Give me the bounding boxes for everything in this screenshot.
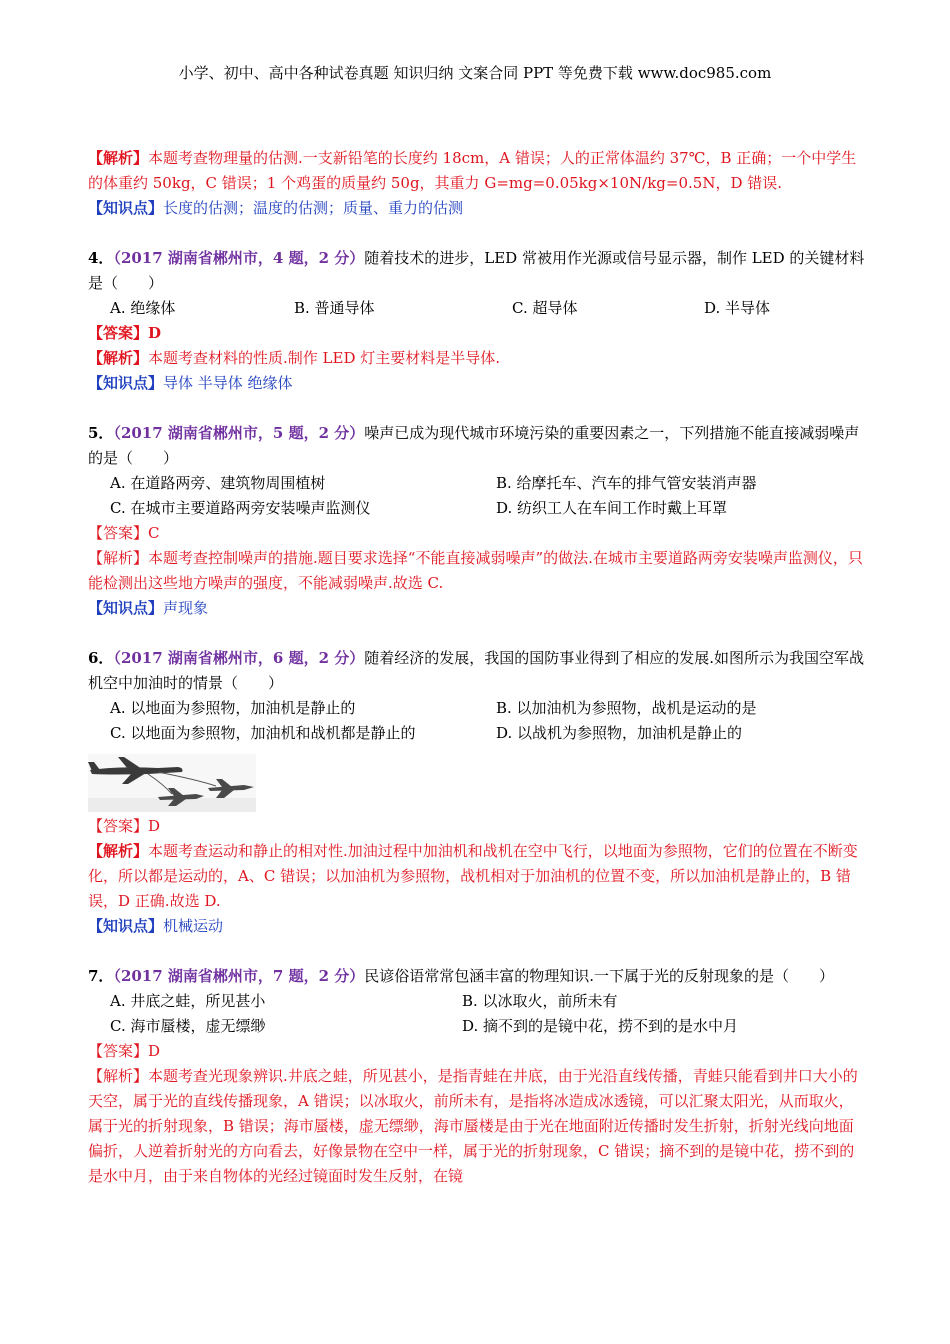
- refueling-aircraft-image: [88, 754, 256, 812]
- q4-option-d: D. 半导体: [704, 299, 771, 317]
- q5-option-c: C. 在城市主要道路两旁安装噪声监测仪: [110, 499, 371, 517]
- answer-label: 【答案】: [88, 524, 149, 542]
- q3-analysis-text: 本题考查物理量的估测.一支新铅笔的长度约 18cm，A 错误；人的正常体温约 37℃，B 正确；一个中学生的体重约 50kg，C 错误；1 个鸡蛋的质量约 50g，其重力 G=mg=0.05kg×10N/kg=0.5N，D 错误.: [88, 149, 857, 192]
- q7-option-b: B. 以冰取火，前所未有: [462, 992, 618, 1010]
- q4-knowledge: [88, 371, 868, 396]
- q7-options-row2: [88, 1014, 868, 1039]
- analysis-label: 【解析】: [88, 1067, 149, 1085]
- q6-stem: [88, 646, 868, 696]
- q4-options: [88, 296, 868, 321]
- q5-option-d: D. 纺织工人在车间工作时戴上耳罩: [496, 499, 728, 517]
- q5-options-row1: [88, 471, 868, 496]
- answer-label: 【答案】: [88, 1042, 149, 1060]
- q4-number: 4．: [88, 249, 114, 267]
- q5-options-row2: [88, 496, 868, 521]
- q4-source: （2017 湖南省郴州市，4 题，2 分）: [113, 249, 365, 267]
- q7-analysis: [88, 1064, 868, 1189]
- page-header: 小学、初中、高中各种试卷真题 知识归纳 文案合同 PPT 等免费下载 www.doc985.com: [178, 64, 772, 82]
- q5-knowledge: [88, 596, 868, 621]
- q5-answer: [88, 521, 868, 546]
- answer-label: 【答案】: [88, 817, 149, 835]
- q5-source: （2017 湖南省郴州市，5 题，2 分）: [113, 424, 365, 442]
- q7-source: （2017 湖南省郴州市，7 题，2 分）: [113, 967, 365, 985]
- q6-analysis: [88, 839, 868, 914]
- q4-answer-value: D: [148, 324, 162, 342]
- q6-knowledge: [88, 914, 868, 939]
- q5-number: 5．: [88, 424, 114, 442]
- q5-analysis: [88, 546, 868, 596]
- q4-option-b: B. 普通导体: [294, 299, 375, 317]
- analysis-label: 【解析】: [88, 349, 149, 367]
- q7-stem: [88, 964, 868, 989]
- q7-stem-text: 民谚俗语常常包涵丰富的物理知识.一下属于光的反射现象的是（ ）: [364, 967, 835, 985]
- q4-analysis-text: 本题考查材料的性质.制作 LED 灯主要材料是半导体.: [148, 349, 501, 367]
- q6-answer-value: D: [148, 817, 161, 835]
- q7-option-c: C. 海市蜃楼，虚无缥缈: [110, 1017, 266, 1035]
- answer-label: 【答案】: [88, 324, 149, 342]
- q7-number: 7．: [88, 967, 114, 985]
- q7-option-a: A. 井底之蛙，所见甚小: [110, 992, 266, 1010]
- q3-knowledge: [88, 196, 868, 221]
- knowledge-label: 【知识点】: [88, 374, 164, 392]
- q6-source: （2017 湖南省郴州市，6 题，2 分）: [113, 649, 365, 667]
- q7-option-d: D. 摘不到的是镜中花，捞不到的是水中月: [462, 1017, 739, 1035]
- q6-knowledge-text: 机械运动: [163, 917, 224, 935]
- q3-knowledge-text: 长度的估测；温度的估测；质量、重力的估测: [163, 199, 464, 217]
- q7-answer: [88, 1039, 868, 1064]
- q6-options-row1: [88, 696, 868, 721]
- q6-option-a: A. 以地面为参照物，加油机是静止的: [110, 699, 356, 717]
- q7-answer-value: D: [148, 1042, 161, 1060]
- q7-analysis-text: 本题考查光现象辨识.井底之蛙，所见甚小，是指青蛙在井底，由于光沿直线传播，青蛙只能看到井口大小的天空，属于光的直线传播现象，A 错误；以冰取火，前所未有，是指将冰造成冰透镜，可以汇聚太阳光，从而取火，属于光的折射现象，B 错误；海市蜃楼，虚无缥缈，海市蜃楼是由于光在地面附近传播时发生折射，折射光线向地面偏折，人逆着折射光的方向看去，好像景物在空中一样，属于光的折射现象，C 错误；摘不到的是镜中花，捞不到的是水中月，由于来自物体的光经过镜面时发生反射，在镜: [88, 1067, 858, 1185]
- analysis-label: 【解析】: [88, 842, 149, 860]
- q5-option-a: A. 在道路两旁、建筑物周围植树: [110, 474, 326, 492]
- q6-number: 6．: [88, 649, 114, 667]
- analysis-label: 【解析】: [88, 549, 149, 567]
- q6-stem-text: 随着经济的发展，我国的国防事业得到了相应的发展.如图所示为我国空军战机空中加油时的情景（ ）: [88, 649, 865, 692]
- document-body: [88, 146, 868, 1189]
- q4-option-a: A. 绝缘体: [110, 299, 176, 317]
- q5-knowledge-text: 声现象: [163, 599, 209, 617]
- q5-answer-value: C: [148, 524, 160, 542]
- q7-options-row1: [88, 989, 868, 1014]
- q4-option-c: C. 超导体: [512, 299, 578, 317]
- knowledge-label: 【知识点】: [88, 599, 164, 617]
- q6-options-row2: [88, 721, 868, 746]
- q5-option-b: B. 给摩托车、汽车的排气管安装消声器: [496, 474, 757, 492]
- q6-option-d: D. 以战机为参照物，加油机是静止的: [496, 724, 743, 742]
- q6-analysis-text: 本题考查运动和静止的相对性.加油过程中加油机和战机在空中飞行，以地面为参照物，它们的位置在不断变化，所以都是运动的，A、C 错误；以加油机为参照物，战机相对于加油机的位置不变，所以加油机是静止的，B 错误，D 正确.故选 D.: [88, 842, 858, 910]
- q4-knowledge-text: 导体 半导体 绝缘体: [163, 374, 293, 392]
- q3-analysis: [88, 146, 868, 196]
- knowledge-label: 【知识点】: [88, 199, 164, 217]
- q5-stem: [88, 421, 868, 471]
- knowledge-label: 【知识点】: [88, 917, 164, 935]
- analysis-label: 【解析】: [88, 149, 149, 167]
- q6-option-b: B. 以加油机为参照物，战机是运动的是: [496, 699, 757, 717]
- q4-stem-text: 随着技术的进步，LED 常被用作光源或信号显示器，制作 LED 的关键材料是（ ）: [88, 249, 865, 292]
- q4-stem: [88, 246, 868, 296]
- q6-option-c: C. 以地面为参照物，加油机和战机都是静止的: [110, 724, 416, 742]
- q5-analysis-text: 本题考查控制噪声的措施.题目要求选择“不能直接减弱噪声”的做法.在城市主要道路两旁安装噪声监测仪，只能检测出这些地方噪声的强度，不能减弱噪声.故选 C.: [88, 549, 863, 592]
- q6-answer: [88, 814, 868, 839]
- q4-answer: [88, 321, 868, 346]
- q5-stem-text: 噪声已成为现代城市环境污染的重要因素之一，下列措施不能直接减弱噪声的是（ ）: [88, 424, 860, 467]
- q4-analysis: [88, 346, 868, 371]
